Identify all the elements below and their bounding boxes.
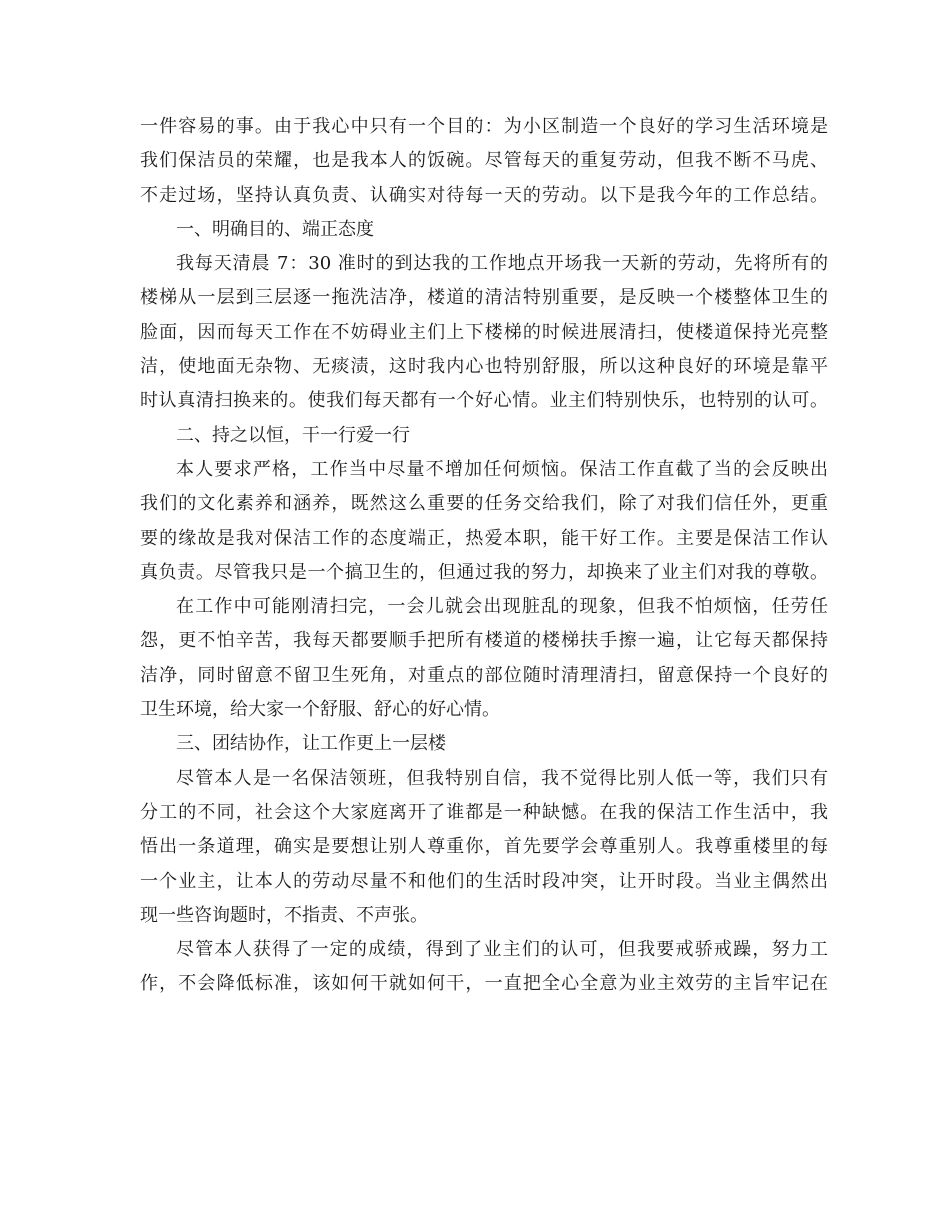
text-line: 一件容易的事。由于我心中只有一个目的：为小区制造一个良好的学习生活环境是 — [140, 116, 828, 137]
text-line: 我每天清晨 7：30 准时的到达我的工作地点开场我一天新的劳动，先将所有的 — [176, 253, 828, 275]
text-line: 怨，更不怕辛苦，我每天都要顺手把所有楼道的楼梯扶手擦一遍，让它每天都保持 — [140, 630, 828, 652]
text-line: 洁，使地面无杂物、无痰渍，这时我内心也特别舒服，所以这种良好的环境是靠平 — [140, 356, 828, 378]
text-line: 卫生环境，给大家一个舒服、舒心的好心情。 — [140, 699, 500, 721]
document-body — [140, 110, 828, 1002]
text-line: 本人要求严格，工作当中尽量不增加任何烦恼。保洁工作直截了当的会反映出 — [176, 458, 828, 480]
section-heading: 二、持之以恒，干一行爱一行 — [176, 424, 410, 446]
text-line: 尽管本人获得了一定的成绩，得到了业主们的认可，但我要戒骄戒躁，努力工 — [176, 939, 828, 961]
text-line: 我们的文化素养和涵养，既然这么重要的任务交给我们，除了对我们信任外，更重 — [140, 493, 828, 515]
text-line: 一个业主，让本人的劳动尽量不和他们的生活时段冲突，让开时段。当业主偶然出 — [140, 870, 828, 892]
text-line: 尽管本人是一名保洁领班，但我特别自信，我不觉得比别人低一等，我们只有 — [176, 767, 828, 789]
text-line: 不走过场，坚持认真负责、认确实对待每一天的劳动。以下是我今年的工作总结。 — [140, 184, 828, 206]
text-line: 现一些咨询题时，不指责、不声张。 — [140, 904, 428, 926]
text-line: 作，不会降低标准，该如何干就如何干，一直把全心全意为业主效劳的主旨牢记在 — [140, 973, 828, 995]
text-line: 我们保洁员的荣耀，也是我本人的饭碗。尽管每天的重复劳动，但我不断不马虎、 — [140, 150, 828, 172]
text-line: 分工的不同，社会这个大家庭离开了谁都是一种缺憾。在我的保洁工作生活中，我 — [140, 801, 828, 823]
text-line: 脸面，因而每天工作在不妨碍业主们上下楼梯的时候进展清扫，使楼道保持光亮整 — [140, 321, 828, 343]
text-line: 洁净，同时留意不留卫生死角，对重点的部位随时清理清扫，留意保持一个良好的 — [140, 664, 828, 686]
text-line: 悟出一条道理，确实是要想让别人尊重你，首先要学会尊重别人。我尊重楼里的每 — [140, 836, 828, 858]
text-line: 真负责。尽管我只是一个搞卫生的，但通过我的努力，却换来了业主们对我的尊敬。 — [140, 561, 828, 583]
text-line: 时认真清扫换来的。使我们每天都有一个好心情。业主们特别快乐，也特别的认可。 — [140, 390, 828, 412]
text-line: 楼梯从一层到三层逐一拖洗洁净，楼道的清洁特别重要，是反映一个楼整体卫生的 — [140, 287, 828, 309]
text-line: 要的缘故是我对保洁工作的态度端正，热爱本职，能干好工作。主要是保洁工作认 — [140, 527, 828, 549]
section-heading: 一、明确目的、端正态度 — [176, 218, 374, 240]
text-line: 在工作中可能刚清扫完，一会儿就会出现脏乱的现象，但我不怕烦恼，任劳任 — [176, 596, 828, 618]
section-heading: 三、团结协作，让工作更上一层楼 — [176, 733, 446, 755]
